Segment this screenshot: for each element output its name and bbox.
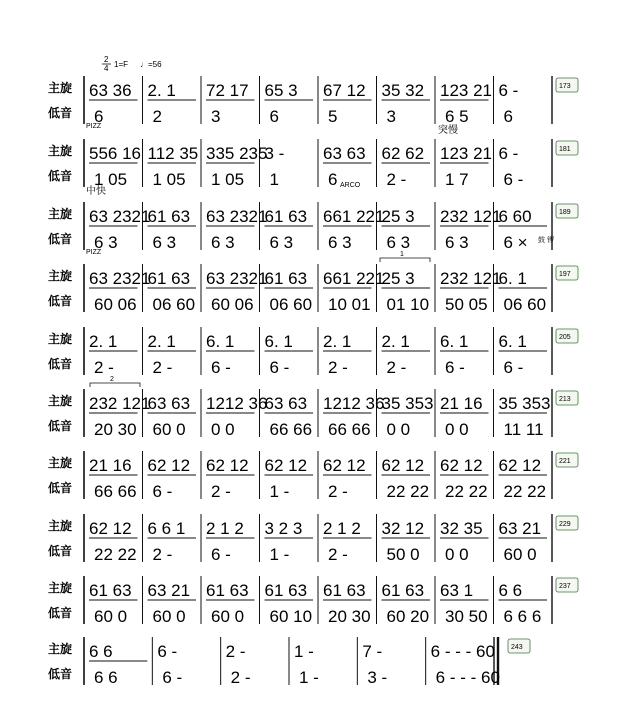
bass-measure: 2 - — [328, 545, 348, 564]
bass-label: 低音 — [48, 169, 73, 183]
melody-label: 主旋 — [48, 581, 73, 595]
melody-measure: 2. 1 — [147, 81, 176, 100]
pizz-marking: PIZZ — [86, 123, 102, 130]
melody-label: 主旋 — [48, 207, 73, 221]
bass-measure: 06 60 — [503, 295, 547, 314]
arco-marking: ARCO — [340, 182, 361, 189]
bass-measure: 6 - — [152, 482, 173, 501]
melody-measure: 62 12 — [323, 456, 366, 475]
melody-measure: 65 3 — [264, 81, 298, 100]
bass-measure: 1 05 — [152, 170, 186, 189]
bass-measure: 60 06 — [211, 295, 254, 314]
bass-measure: 1 05 — [94, 170, 128, 189]
melody-measure: 123 21 — [440, 144, 492, 163]
bass-measure: 22 22 — [386, 482, 430, 501]
bass-measure: 2 - — [152, 545, 173, 564]
volta-bracket — [90, 383, 140, 387]
melody-measure: 62 62 — [381, 144, 425, 163]
bass-measure: 2 — [152, 107, 162, 126]
bass-measure: 2 - — [328, 482, 348, 501]
melody-measure: 112 35 — [147, 144, 199, 163]
bass-measure: 22 22 — [94, 545, 137, 564]
melody-measure: 61 63 — [264, 269, 308, 288]
bass-measure: 60 0 — [152, 420, 186, 439]
bass-measure: 66 66 — [94, 482, 137, 501]
volta-number: 1 — [400, 251, 404, 258]
bass-measure: 2 - — [230, 668, 251, 687]
bass-measure: 60 0 — [503, 545, 537, 564]
bass-measure: 6 3 — [152, 233, 177, 252]
melody-measure: 6 - — [498, 81, 519, 100]
percussion-marking: 鼓 锣 — [538, 237, 554, 244]
system-197 — [48, 251, 578, 314]
bass-measure: 60 10 — [269, 607, 313, 626]
slow-marking: 突慢 — [438, 125, 458, 136]
melody-measure: 61 63 — [206, 581, 249, 600]
melody-measure: 61 63 — [147, 269, 191, 288]
bass-measure: 0 0 — [445, 545, 469, 564]
pizz-marking: PIZZ — [86, 249, 102, 256]
bass-measure: 6 - — [503, 358, 524, 377]
melody-measure: 2 1 2 — [206, 519, 244, 538]
measure-number: 213 — [559, 396, 571, 403]
melody-measure: 63 1 — [440, 581, 474, 600]
melody-measure: 6 60 — [498, 207, 532, 226]
melody-measure: 62 12 — [264, 456, 308, 475]
melody-measure: 63 36 — [89, 81, 132, 100]
melody-measure: 2. 1 — [147, 332, 176, 351]
bass-measure: 2 - — [386, 358, 407, 377]
bass-measure: 6 — [503, 107, 513, 126]
bass-measure: 60 06 — [94, 295, 137, 314]
bass-measure: 6 - — [211, 358, 231, 377]
time-sig-top: 2 — [104, 55, 109, 64]
melody-measure: 61 63 — [323, 581, 366, 600]
melody-measure: 6. 1 — [440, 332, 469, 351]
bass-measure: 50 0 — [386, 545, 420, 564]
bass-measure: 6 - — [445, 358, 465, 377]
bass-measure: 10 01 — [328, 295, 371, 314]
melody-measure: 6 6 1 — [147, 519, 186, 538]
melody-measure: 2. 1 — [89, 332, 118, 351]
melody-measure: 35 353 — [381, 394, 434, 413]
measure-number: 173 — [559, 83, 571, 90]
bass-measure: 3 - — [367, 668, 388, 687]
system-189 — [48, 184, 578, 256]
melody-measure: 1212 36 — [206, 394, 268, 413]
melody-measure: 32 35 — [440, 519, 483, 538]
melody-measure: 335 235 — [206, 144, 268, 163]
bass-measure: 22 22 — [445, 482, 488, 501]
melody-measure: 61 63 — [89, 581, 132, 600]
measure-number: 221 — [559, 458, 571, 465]
bass-measure: 1 - — [269, 482, 290, 501]
key-signature: 1=F — [114, 60, 129, 69]
melody-label: 主旋 — [48, 269, 73, 283]
bass-measure: 01 10 — [386, 295, 430, 314]
bass-measure: 3 — [386, 107, 396, 126]
measure-number: 197 — [559, 271, 571, 278]
bass-measure: 2 - — [211, 482, 231, 501]
bass-measure: 0 0 — [386, 420, 411, 439]
time-sig-bottom: 4 — [104, 64, 109, 73]
melody-measure: 661 221 — [323, 269, 385, 288]
bass-label: 低音 — [48, 419, 73, 433]
volta-number: 2 — [110, 376, 114, 383]
system-213 — [48, 376, 578, 439]
melody-measure: 63 2321 — [206, 207, 268, 226]
melody-measure: 6 - - - 60 — [430, 642, 495, 661]
bass-label: 低音 — [48, 481, 73, 495]
bass-measure: 60 0 — [152, 607, 186, 626]
melody-measure: 6. 1 — [264, 332, 293, 351]
bass-measure: 66 66 — [269, 420, 313, 439]
bass-measure: 6 - - - 60 — [435, 668, 500, 687]
bass-measure: 1 - — [269, 545, 290, 564]
bass-measure: 6 3 — [94, 233, 118, 252]
melody-measure: 62 12 — [206, 456, 249, 475]
bass-measure: 06 60 — [152, 295, 196, 314]
measure-number: 229 — [559, 521, 571, 528]
bass-measure: 20 30 — [328, 607, 371, 626]
bass-measure: 6 3 — [445, 233, 469, 252]
melody-measure: 3 2 3 — [264, 519, 303, 538]
melody-measure: 63 63 — [264, 394, 308, 413]
system-221 — [48, 451, 578, 501]
bass-measure: 6 3 — [211, 233, 235, 252]
bass-measure: 6 - — [211, 545, 231, 564]
bass-measure: 6 - — [269, 358, 290, 377]
bass-measure: 6 3 — [269, 233, 294, 252]
melody-measure: 6 - — [157, 642, 178, 661]
melody-measure: 62 12 — [89, 519, 132, 538]
melody-measure: 32 12 — [381, 519, 425, 538]
melody-measure: 232 121 — [440, 269, 502, 288]
bass-measure: 1 — [269, 170, 279, 189]
bass-measure: 6 3 — [328, 233, 352, 252]
melody-measure: 35 353 — [498, 394, 551, 413]
melody-measure: 2 1 2 — [323, 519, 361, 538]
melody-measure: 123 21 — [440, 81, 492, 100]
bass-measure: 5 — [328, 107, 338, 126]
system-181 — [48, 123, 578, 189]
melody-measure: 2. 1 — [323, 332, 352, 351]
melody-measure: 61 63 — [147, 207, 191, 226]
melody-measure: 6 6 — [89, 642, 113, 661]
melody-measure: 1212 36 — [323, 394, 385, 413]
melody-measure: 62 12 — [147, 456, 191, 475]
melody-measure: 21 16 — [89, 456, 132, 475]
bass-measure: 6 - — [162, 668, 183, 687]
melody-measure: 6. 1 — [206, 332, 235, 351]
melody-measure: 1 - — [294, 642, 314, 661]
melody-measure: 3 - — [264, 144, 285, 163]
bass-measure: 1 - — [299, 668, 319, 687]
melody-measure: 232 121 — [89, 394, 151, 413]
bass-measure: 1 05 — [211, 170, 245, 189]
melody-label: 主旋 — [48, 394, 73, 408]
bass-measure: 11 11 — [503, 420, 544, 439]
melody-measure: 63 21 — [147, 581, 191, 600]
bass-label: 低音 — [48, 606, 73, 620]
bass-measure: 6 - — [503, 170, 524, 189]
melody-measure: 61 63 — [381, 581, 425, 600]
melody-measure: 63 2321 — [89, 269, 151, 288]
melody-label: 主旋 — [48, 332, 73, 346]
bass-measure: 2 - — [328, 358, 348, 377]
bass-measure: 2 - — [152, 358, 173, 377]
melody-measure: 61 63 — [264, 581, 308, 600]
system-237 — [48, 576, 578, 626]
melody-measure: 62 12 — [498, 456, 542, 475]
bass-measure: 0 0 — [211, 420, 235, 439]
bass-measure: 2 - — [94, 358, 114, 377]
measure-number: 237 — [559, 583, 571, 590]
bass-label: 低音 — [48, 232, 73, 246]
bass-measure: 6 — [269, 107, 279, 126]
bass-measure: 6 6 6 — [503, 607, 542, 626]
bass-measure: 22 22 — [503, 482, 547, 501]
bass-measure: 20 30 — [94, 420, 137, 439]
tempo-text: 中快 — [86, 186, 106, 197]
melody-measure: 72 17 — [206, 81, 249, 100]
bass-measure: 6 5 — [445, 107, 469, 126]
melody-measure: 661 221 — [323, 207, 385, 226]
bass-measure: 0 0 — [445, 420, 469, 439]
bass-measure: 06 60 — [269, 295, 313, 314]
bass-measure: 60 0 — [211, 607, 245, 626]
measure-number: 181 — [559, 146, 571, 153]
bass-measure: 30 50 — [445, 607, 488, 626]
melody-measure: 25 3 — [381, 269, 415, 288]
melody-measure: 25 3 — [381, 207, 415, 226]
melody-measure: 63 21 — [498, 519, 542, 538]
bass-measure: 6 — [94, 107, 104, 126]
system-173 — [48, 76, 578, 130]
bass-label: 低音 — [48, 667, 73, 681]
melody-measure: 21 16 — [440, 394, 483, 413]
melody-measure: 63 2321 — [206, 269, 268, 288]
measure-number: 243 — [511, 644, 523, 651]
bass-measure: 66 66 — [328, 420, 371, 439]
melody-measure: 2. 1 — [381, 332, 410, 351]
bass-measure: 6 — [328, 170, 338, 189]
melody-measure: 62 12 — [440, 456, 483, 475]
bass-measure: 50 05 — [445, 295, 488, 314]
measure-number: 189 — [559, 209, 571, 216]
measure-number: 205 — [559, 334, 571, 341]
melody-measure: 67 12 — [323, 81, 366, 100]
melody-label: 主旋 — [48, 144, 73, 158]
melody-measure: 6. 1 — [498, 269, 527, 288]
melody-measure: 556 16 — [89, 144, 141, 163]
bass-measure: 2 - — [386, 170, 407, 189]
melody-measure: 6 6 — [498, 581, 523, 600]
bass-measure: 60 0 — [94, 607, 128, 626]
bass-measure: 1 7 — [445, 170, 469, 189]
bass-label: 低音 — [48, 106, 73, 120]
bass-label: 低音 — [48, 544, 73, 558]
melody-measure: 62 12 — [381, 456, 425, 475]
melody-label: 主旋 — [48, 81, 73, 95]
melody-measure: 6 - — [498, 144, 519, 163]
bass-measure: 6 3 — [386, 233, 411, 252]
systems-container — [48, 76, 578, 687]
melody-measure: 232 121 — [440, 207, 502, 226]
melody-label: 主旋 — [48, 519, 73, 533]
bass-measure: 3 — [211, 107, 221, 126]
bass-label: 低音 — [48, 357, 73, 371]
score-header — [102, 55, 162, 73]
system-229 — [48, 514, 578, 564]
melody-measure: 7 - — [362, 642, 383, 661]
melody-measure: 6. 1 — [498, 332, 527, 351]
melody-measure: 61 63 — [264, 207, 308, 226]
melody-measure: 2 - — [225, 642, 246, 661]
bass-measure: 6 × — [503, 233, 528, 252]
system-243 — [48, 637, 530, 687]
system-205 — [48, 327, 578, 377]
melody-measure: 63 2321 — [89, 207, 151, 226]
bass-measure: 6 6 — [94, 668, 118, 687]
bass-measure: 60 20 — [386, 607, 430, 626]
melody-measure: 63 63 — [147, 394, 191, 413]
melody-measure: 35 32 — [381, 81, 425, 100]
melody-label: 主旋 — [48, 456, 73, 470]
bass-label: 低音 — [48, 294, 73, 308]
melody-label: 主旋 — [48, 642, 73, 656]
volta-bracket — [380, 258, 430, 262]
tempo-marking: ♩=56 — [140, 60, 162, 69]
melody-measure: 63 63 — [323, 144, 366, 163]
